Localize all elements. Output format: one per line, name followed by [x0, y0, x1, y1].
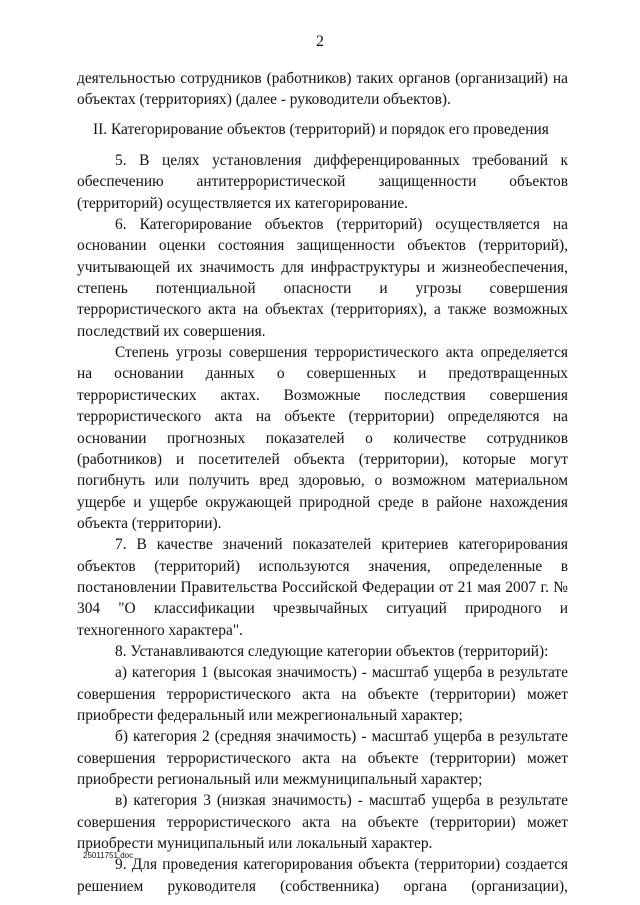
- file-code: 25011751.doc: [83, 851, 134, 860]
- section-heading: II. Категорирование объектов (территорий) и порядок его проведения: [93, 120, 549, 138]
- paragraph-8a: а) категория 1 (высокая значимость) - масштаб ущерба в результате совершения террористического акта на объекте (территории) может приобрести федеральный или межрегиональный характер;: [77, 664, 568, 724]
- paragraph-6: 6. Категорирование объектов (территорий) осуществляется на основании оценки состояния защищенности объектов (территорий), учитывающей их значимость для инфраструктуры и жизнеобеспечения, степень потенциальной опасности и угрозы совершения террористического акта на объектах (территориях), а также возможных последствий их совершения.: [77, 216, 568, 340]
- paragraph-9: 9. Для проведения категорирования объекта (территории) создается решением руководителя (собственника) органа (организации),: [77, 856, 568, 895]
- paragraph-7: 7. В качестве значений показателей критериев категорирования объектов (территорий) используются значения, определенные в постановлении Правительства Российской Федерации от 21 мая 2007 г. № 304 "О классификации чрезвычайных ситуаций природного и техногенного характера".: [77, 536, 568, 639]
- paragraph-8c: в) категория 3 (низкая значимость) - масштаб ущерба в результате совершения террористического акта на объекте (территории) может приобрести муниципальный или локальный характер.: [77, 792, 568, 853]
- paragraph-continuation: деятельностью сотрудников (работников) таких органов (организаций) на объектах (территориях) (далее - руководители объектов).: [77, 70, 568, 109]
- paragraph-8: 8. Устанавливаются следующие категории объектов (территорий):: [115, 642, 549, 660]
- paragraph-threat-degree: Степень угрозы совершения террористического акта определяется на основании данных о совершенных и предотвращенных террористических актах. Возможные последствия совершения террористического акта на объекте (территории) определяются на основании прогнозных показателей о количестве сотрудников (работников) и посетителей объекта (территории), которые могут погибнуть или получить вред здоровью, о возможном материальном ущербе и ущербе окружающей природной среде в районе нахождения объекта (территории).: [77, 344, 568, 532]
- paragraph-8b: б) категория 2 (средняя значимость) - масштаб ущерба в результате совершения террористического акта на объекте (территории) может приобрести региональный или межмуниципальный характер;: [77, 728, 568, 788]
- document-body: [77, 68, 568, 897]
- page-number: 2: [316, 33, 324, 50]
- paragraph-5: 5. В целях установления дифференцированных требований к обеспечению антитеррористической защищенности объектов (территорий) осуществляется их категорирование.: [77, 152, 568, 212]
